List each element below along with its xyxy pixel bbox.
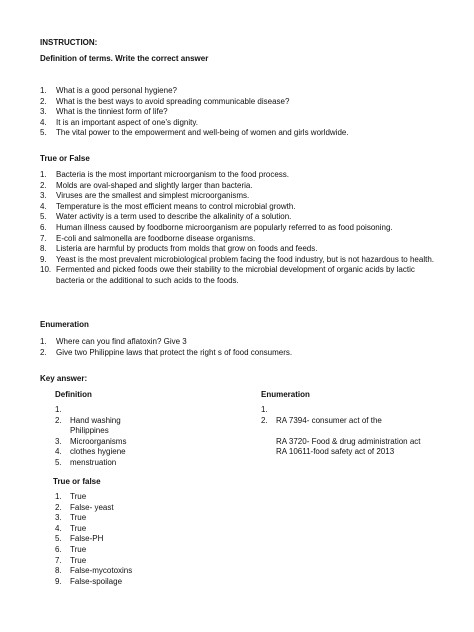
enumeration-list: [40, 337, 440, 358]
list-item: 1. True: [55, 492, 87, 501]
list-item: 2. False- yeast: [55, 502, 114, 512]
list-item: RA 10611-food safety act of 2013: [276, 447, 395, 457]
list-item: 2. What is the best ways to avoid spreading communicable disease?: [40, 96, 290, 106]
key-enumeration-list: [261, 405, 461, 458]
list-item: 5. False-PH: [55, 534, 104, 544]
list-item: 4. clothes hygiene: [55, 447, 126, 457]
list-item: 8. Listeria are harmful by products from molds that grow on foods and feeds.: [40, 244, 318, 254]
true-false-list: [40, 170, 445, 287]
list-item: 9. Yeast is the most prevalent microbiological problem facing the food industry, but is not hazardous to health.: [40, 254, 434, 264]
list-item: 4. True: [55, 523, 87, 533]
list-item: 2. Molds are oval-shaped and slightly larger than bacteria.: [40, 180, 253, 190]
true-false-section-title: True or False: [40, 154, 90, 163]
list-item: 1. What is a good personal hygiene?: [40, 86, 177, 95]
list-item: 7. True: [55, 555, 87, 565]
list-item: 6. True: [55, 544, 87, 554]
list-item: 5. Water activity is a term used to describe the alkalinity of a solution.: [40, 212, 292, 222]
list-item: 9. False-spoilage: [55, 576, 123, 586]
list-item: 4. Temperature is the most efficient means to control microbial growth.: [40, 201, 296, 211]
list-item: 1.: [261, 405, 268, 414]
definition-list: [40, 86, 440, 139]
list-item: 1.: [55, 405, 62, 414]
list-item: 7. E-coli and salmonella are foodborne disease organisms.: [40, 233, 256, 243]
list-item: 1. Bacteria is the most important microorganism to the food process.: [40, 170, 289, 179]
list-item: 2. RA 7394- consumer act of the: [261, 415, 382, 425]
list-item: 3. Microorganisms: [55, 436, 127, 446]
list-item: 3. Viruses are the smallest and simplest microorganisms.: [40, 191, 250, 201]
key-true-false-list: [55, 492, 235, 587]
list-item: 10. Fermented and picked foods owe their stability to the microbial development of organic acids by lactic bacteria or the additional to such acids to the foods.: [40, 265, 415, 285]
instruction-heading: INSTRUCTION:: [40, 38, 98, 47]
list-item: 2. Give two Philippine laws that protect the right s of food consumers.: [40, 347, 293, 357]
definition-section-title: Definition of terms. Write the correct answer: [40, 54, 209, 63]
key-definition-list: [55, 405, 235, 469]
list-item: Philippines: [70, 426, 109, 436]
list-item: 1. Where can you find aflatoxin? Give 3: [40, 337, 187, 346]
list-item: 2. Hand washing: [55, 415, 121, 425]
list-item: RA 3720- Food & drug administration act: [276, 436, 421, 446]
list-item: 5. menstruation: [55, 457, 117, 467]
key-enumeration-title: Enumeration: [261, 390, 310, 399]
list-item: 6. Human illness caused by foodborne microorganism are popularly referred to as food poisoning.: [40, 222, 393, 232]
key-true-false-title: True or false: [53, 477, 101, 486]
list-item: 3. True: [55, 513, 87, 523]
key-answer-heading: Key answer:: [40, 374, 88, 383]
list-item: 3. What is the tinniest form of life?: [40, 107, 168, 117]
key-definition-title: Definition: [55, 390, 92, 399]
list-item: 4. It is an important aspect of one’s dignity.: [40, 117, 199, 127]
enumeration-section-title: Enumeration: [40, 320, 89, 329]
list-item: 5. The vital power to the empowerment and well-being of women and girls worldwide.: [40, 128, 349, 138]
list-item: 8. False-mycotoxins: [55, 566, 133, 576]
list-item: [261, 426, 461, 437]
